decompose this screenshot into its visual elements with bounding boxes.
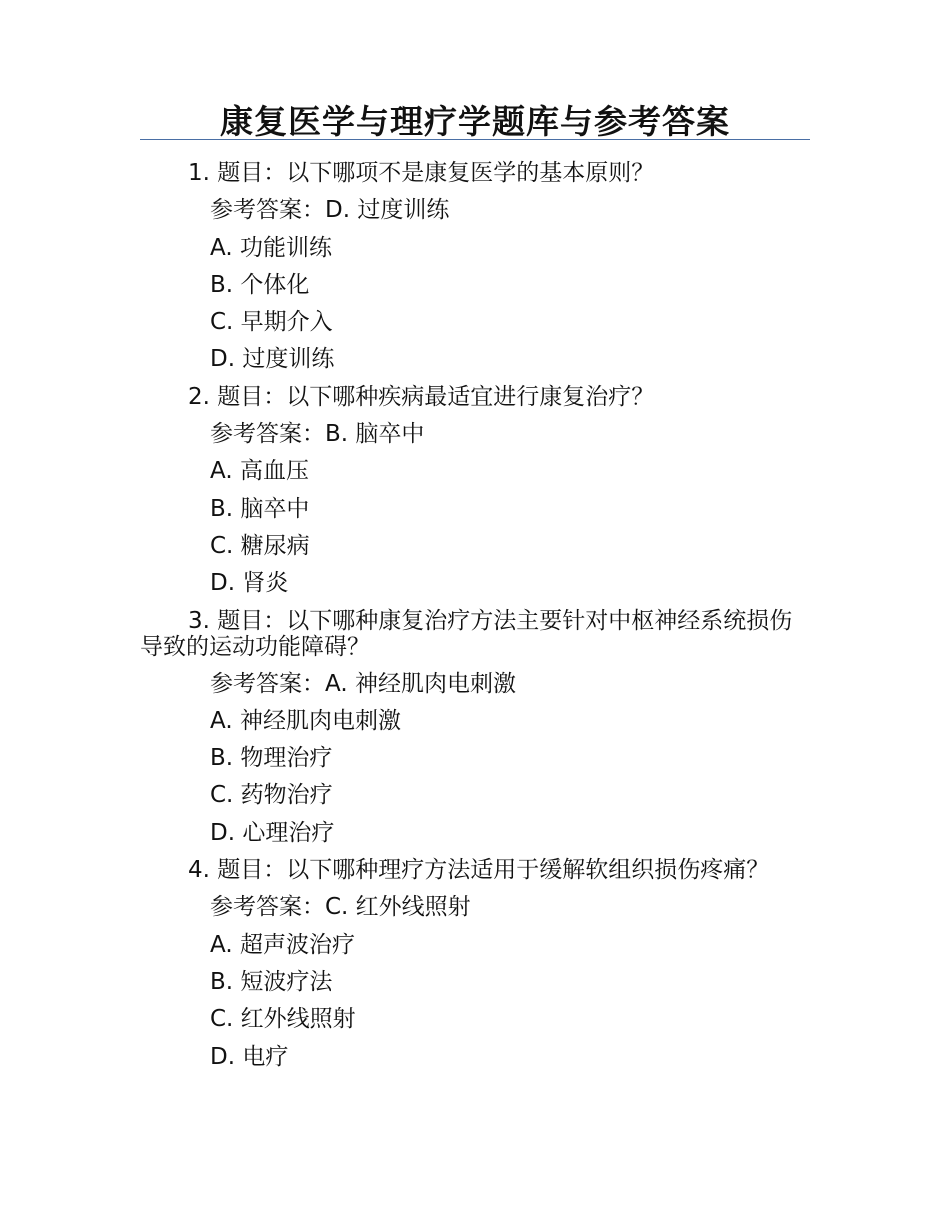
option-b: B. 个体化 bbox=[210, 271, 310, 298]
option-a: A. 超声波治疗 bbox=[210, 931, 355, 958]
reference-answer: 参考答案：A. 神经肌肉电刺激 bbox=[210, 670, 516, 697]
question-stem: 题目：以下哪项不是康复医学的基本原则？ bbox=[217, 160, 655, 186]
question-list bbox=[140, 155, 810, 1076]
reference-answer: 参考答案：B. 脑卒中 bbox=[210, 421, 425, 448]
question-number: 1. bbox=[188, 160, 210, 186]
option-a: A. 高血压 bbox=[210, 458, 309, 485]
option-b: B. 脑卒中 bbox=[210, 495, 310, 522]
question-text bbox=[140, 379, 810, 416]
option-a: A. 功能训练 bbox=[210, 234, 332, 261]
option-a: A. 神经肌肉电刺激 bbox=[210, 707, 401, 734]
option-d: D. 肾炎 bbox=[210, 570, 289, 597]
question-3 bbox=[140, 603, 810, 852]
question-text bbox=[140, 852, 810, 889]
option-b: B. 短波疗法 bbox=[210, 968, 333, 995]
option-c: C. 红外线照射 bbox=[210, 1006, 356, 1033]
reference-answer: 参考答案：C. 红外线照射 bbox=[210, 894, 471, 921]
question-number: 3. bbox=[188, 607, 210, 634]
title-underline bbox=[140, 139, 810, 140]
option-d: D. 电疗 bbox=[210, 1043, 289, 1070]
document-title: 康复医学与理疗学题库与参考答案 bbox=[220, 102, 730, 141]
question-stem: 题目：以下哪种疾病最适宜进行康复治疗？ bbox=[217, 383, 655, 410]
option-b: B. 物理治疗 bbox=[210, 745, 333, 772]
reference-answer: 参考答案：D. 过度训练 bbox=[210, 197, 450, 224]
question-number: 4. bbox=[188, 857, 210, 884]
option-c: C. 药物治疗 bbox=[210, 782, 333, 809]
option-d: D. 心理治疗 bbox=[210, 819, 335, 846]
question-1 bbox=[140, 155, 810, 379]
question-text bbox=[140, 603, 810, 666]
question-stem: 题目：以下哪种康复治疗方法主要针对中枢神经系统损伤导致的运动功能障碍？ bbox=[140, 607, 793, 660]
question-text bbox=[140, 155, 810, 192]
question-number: 2. bbox=[188, 383, 210, 410]
question-stem: 题目：以下哪种理疗方法适用于缓解软组织损伤疼痛？ bbox=[217, 857, 770, 884]
question-2 bbox=[140, 379, 810, 603]
question-4 bbox=[140, 852, 810, 1076]
option-c: C. 早期介入 bbox=[210, 309, 333, 336]
option-c: C. 糖尿病 bbox=[210, 532, 310, 559]
option-d: D. 过度训练 bbox=[210, 346, 335, 373]
